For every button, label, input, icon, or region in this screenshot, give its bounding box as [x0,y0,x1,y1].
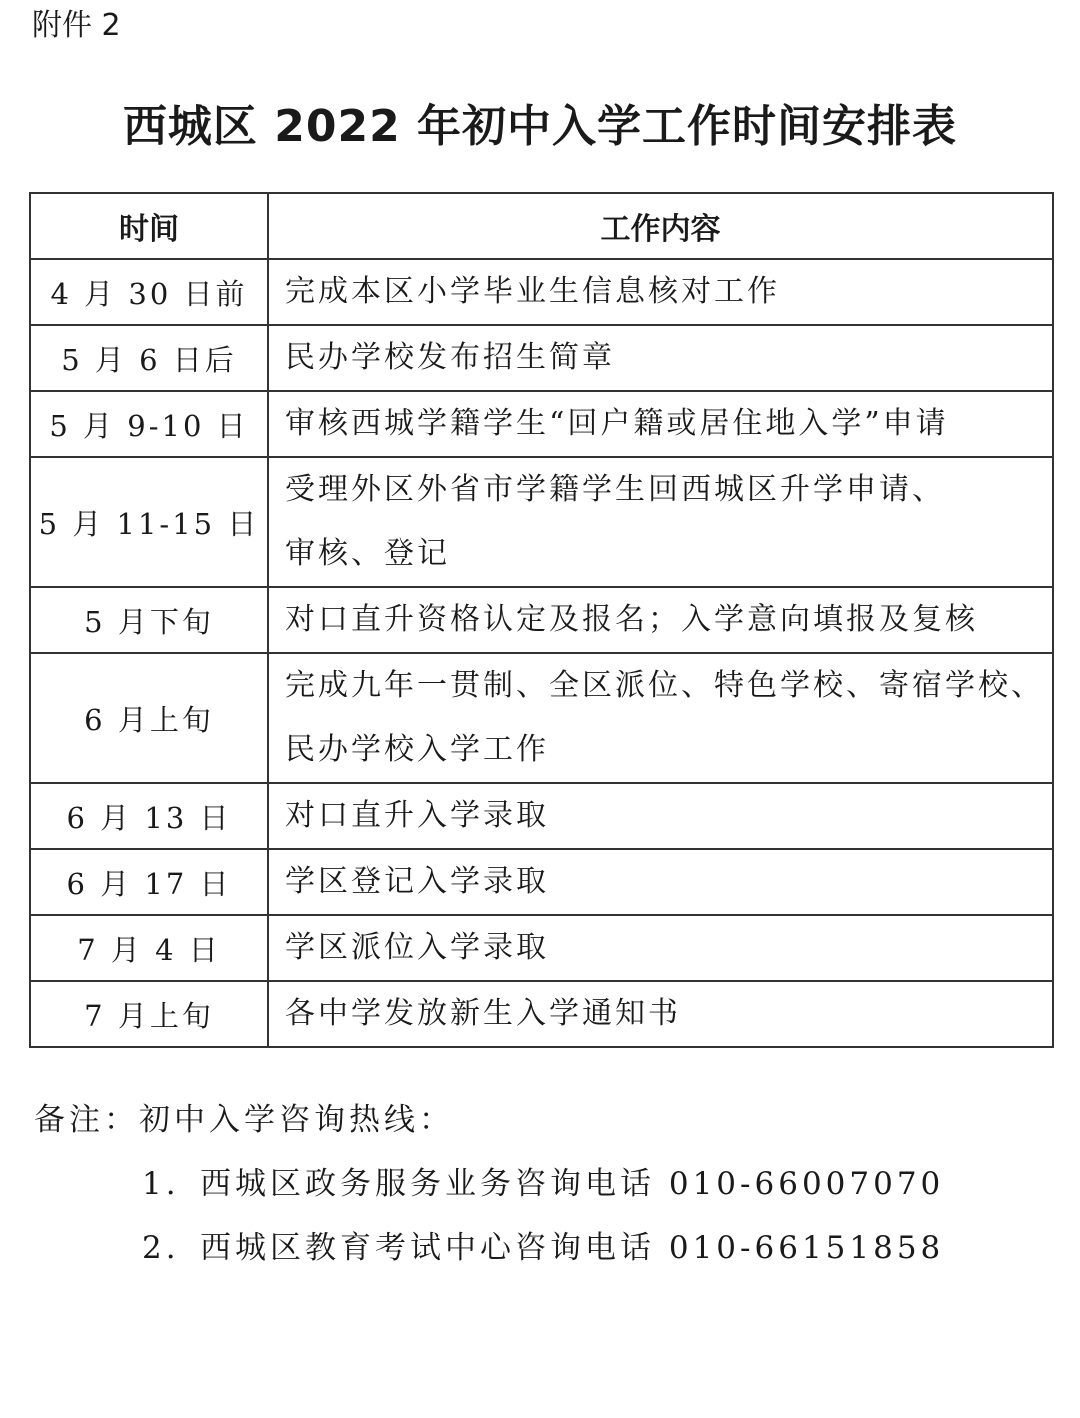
table-row [30,259,1053,325]
time-cell: 7 月 4 日 [30,915,268,981]
list-item-text: 西城区教育考试中心咨询电话 010-66151858 [200,1230,945,1266]
work-line: 学区登记入学录取 [285,864,549,899]
table-row [30,391,1053,457]
table-row [30,653,1053,783]
work-line: 民办学校入学工作 [285,732,549,767]
list-item-number: 1. [142,1166,180,1202]
work-line: 完成本区小学毕业生信息核对工作 [285,274,780,309]
time-cell: 7 月上旬 [30,981,268,1047]
list-item [142,1152,1054,1216]
time-cell: 5 月下旬 [30,587,268,653]
work-cell [268,325,1053,391]
work-line: 学区派位入学录取 [285,930,549,965]
work-line: 民办学校发布招生简章 [285,340,615,375]
list-item [142,1216,1054,1280]
work-cell [268,783,1053,849]
table-row [30,981,1053,1047]
notes-title: 备注：初中入学咨询热线： [34,1102,454,1138]
work-cell [268,259,1053,325]
page-title: 西城区 2022 年初中入学工作时间安排表 [122,101,958,152]
work-line: 各中学发放新生入学通知书 [285,996,681,1031]
time-cell: 6 月 13 日 [30,783,268,849]
table-row [30,325,1053,391]
table-row [30,915,1053,981]
hotline-list [34,1152,1054,1280]
time-cell: 5 月 11-15 日 [30,457,268,587]
work-line: 审核、登记 [285,536,450,571]
time-cell: 4 月 30 日前 [30,259,268,325]
work-line: 受理外区外省市学籍学生回西城区升学申请、 [285,472,945,507]
table-row [30,587,1053,653]
table-header-row [30,193,1053,259]
work-line: 对口直升入学录取 [285,798,549,833]
work-cell [268,915,1053,981]
notes-section [34,1088,1054,1280]
time-cell: 5 月 9-10 日 [30,391,268,457]
work-line: 对口直升资格认定及报名；入学意向填报及复核 [285,602,978,637]
list-item-text: 西城区政务服务业务咨询电话 010-66007070 [200,1166,945,1202]
work-cell [268,587,1053,653]
header-work-content: 工作内容 [268,193,1053,259]
table-row [30,457,1053,587]
time-cell: 5 月 6 日后 [30,325,268,391]
header-time: 时间 [30,193,268,259]
table-row [30,849,1053,915]
work-line: 完成九年一贯制、全区派位、特色学校、寄宿学校、 [285,668,1044,703]
attachment-label: 附件 2 [32,8,121,43]
work-cell [268,981,1053,1047]
list-item-number: 2. [142,1230,180,1266]
schedule-table [29,192,1054,1048]
work-cell [268,457,1053,587]
time-cell: 6 月上旬 [30,653,268,783]
work-cell [268,653,1053,783]
work-line: 审核西城学籍学生“回户籍或居住地入学”申请 [285,406,949,441]
time-cell: 6 月 17 日 [30,849,268,915]
table-row [30,783,1053,849]
work-cell [268,391,1053,457]
work-cell [268,849,1053,915]
